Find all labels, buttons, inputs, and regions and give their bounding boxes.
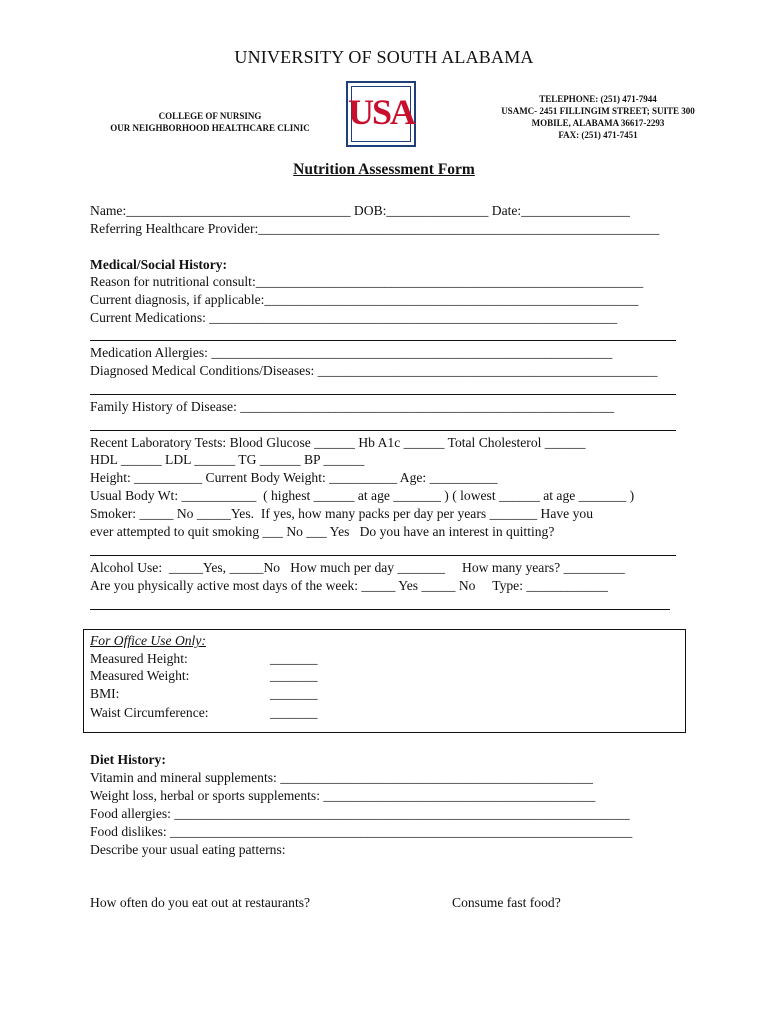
reason-field[interactable]: Reason for nutritional consult:_________________________________________________________: [90, 274, 644, 289]
fast-food-question: Consume fast food?: [452, 895, 561, 910]
activity-row[interactable]: Are you physically active most days of the week: _____ Yes _____ No Type: ____________: [90, 578, 608, 593]
eating-patterns-label: Describe your usual eating patterns:: [90, 842, 286, 857]
medical-history-heading: Medical/Social History:: [90, 257, 228, 272]
family-history-field[interactable]: Family History of Disease: _______________________________________________________: [90, 399, 615, 414]
measured-weight-label: Measured Weight:: [90, 668, 190, 683]
fax: FAX: (251) 471-7451: [558, 130, 638, 140]
activity-extra-line[interactable]: [90, 609, 670, 610]
quit-smoking-row[interactable]: ever attempted to quit smoking ___ No ___ Yes Do you have an interest in quitting?: [90, 524, 555, 539]
bmi-field[interactable]: _______: [270, 686, 318, 701]
smoking-extra-line[interactable]: [90, 555, 676, 556]
bmi-label: BMI:: [90, 686, 120, 701]
address-line-2: MOBILE, ALABAMA 36617-2293: [531, 118, 665, 128]
waist-label: Waist Circumference:: [90, 705, 209, 720]
office-use-title: For Office Use Only:: [90, 633, 206, 648]
food-dislikes-field[interactable]: Food dislikes: ____________________________________________________________________: [90, 824, 633, 839]
medications-field[interactable]: Current Medications: ____________________________________________________________: [90, 310, 618, 325]
family-history-extra-line[interactable]: [90, 430, 676, 431]
address-line-1: USAMC- 2451 FILLINGIM STREET; SUITE 300: [501, 106, 695, 116]
conditions-field[interactable]: Diagnosed Medical Conditions/Diseases: __________________________________________________: [90, 363, 658, 378]
supplements-field[interactable]: Weight loss, herbal or sports supplements: ________________________________________: [90, 788, 596, 803]
medication-allergies-field[interactable]: Medication Allergies: ___________________________________________________________: [90, 345, 613, 360]
form-title: Nutrition Assessment Form: [293, 161, 475, 178]
measured-height-field[interactable]: _______: [270, 651, 318, 666]
height-weight-age-row[interactable]: Height: __________ Current Body Weight: __________ Age: __________: [90, 470, 498, 485]
food-allergies-field[interactable]: Food allergies: ___________________________________________________________________: [90, 806, 630, 821]
diagnosis-field[interactable]: Current diagnosis, if applicable:_______________________________________________________: [90, 292, 639, 307]
college-name: COLLEGE OF NURSING: [158, 111, 262, 121]
university-title: UNIVERSITY OF SOUTH ALABAMA: [234, 47, 534, 67]
eat-out-question: How often do you eat out at restaurants?: [90, 895, 311, 910]
usual-weight-row[interactable]: Usual Body Wt: ___________ ( highest ______ at age _______ ) ( lowest ______ at age _______ ): [90, 488, 635, 503]
waist-field[interactable]: _______: [270, 705, 318, 720]
alcohol-row[interactable]: Alcohol Use: _____Yes, _____No How much per day _______ How many years? _________: [90, 560, 625, 575]
logo-text: USA: [348, 92, 415, 132]
lab-tests-row-2[interactable]: HDL ______ LDL ______ TG ______ BP ______: [90, 452, 365, 467]
lab-tests-row-1[interactable]: Recent Laboratory Tests: Blood Glucose ______ Hb A1c ______ Total Cholesterol ______: [90, 435, 586, 450]
usa-logo: [346, 81, 416, 147]
measured-height-label: Measured Height:: [90, 651, 188, 666]
diet-history-heading: Diet History:: [90, 752, 166, 767]
telephone: TELEPHONE: (251) 471-7944: [539, 94, 657, 104]
smoker-row[interactable]: Smoker: _____ No _____Yes. If yes, how many packs per day per years _______ Have you: [90, 506, 594, 521]
conditions-extra-line[interactable]: [90, 394, 676, 395]
medications-extra-line[interactable]: [90, 340, 676, 341]
measured-weight-field[interactable]: _______: [270, 668, 318, 683]
vitamins-field[interactable]: Vitamin and mineral supplements: ______________________________________________: [90, 770, 593, 785]
referring-provider-field[interactable]: Referring Healthcare Provider:___________________________________________________________: [90, 221, 660, 236]
name-dob-date-row[interactable]: Name:_________________________________ DOB:_______________ Date:________________: [90, 203, 630, 218]
clinic-name: OUR NEIGHBORHOOD HEALTHCARE CLINIC: [110, 123, 310, 133]
